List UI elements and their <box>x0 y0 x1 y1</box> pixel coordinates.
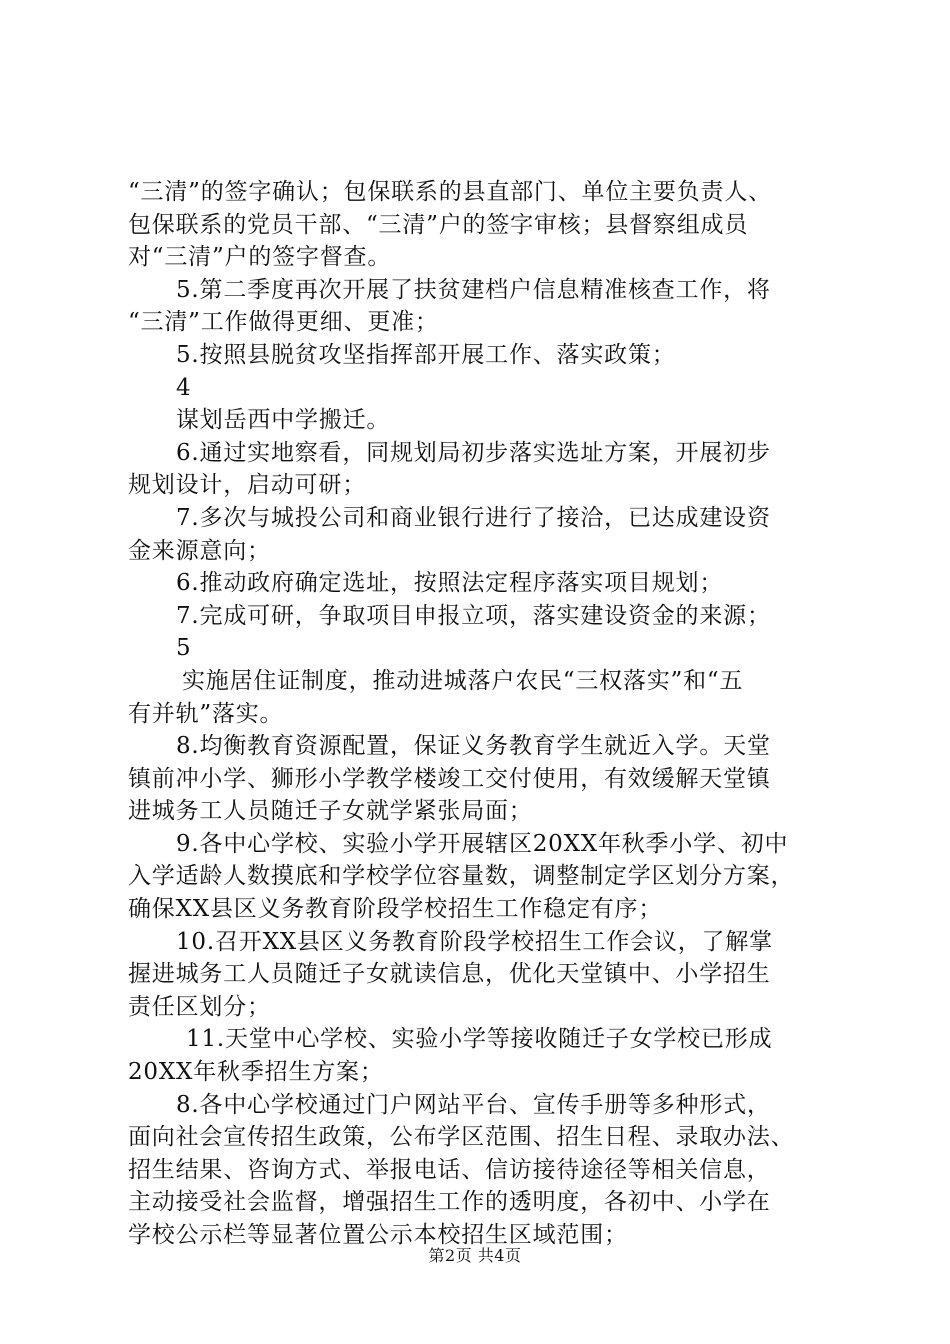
text-line: 入学适龄人数摸底和学校学位容量数，调整制定学区划分方案， <box>128 863 795 890</box>
list-item-text: 6.推动政府确定选址，按照法定程序落实项目规划； <box>176 570 724 597</box>
section-heading: 谋划岳西中学搬迁。 <box>176 407 391 434</box>
page-footer: 第2页 共4页 <box>428 1246 522 1265</box>
text-line: 对“三清”户的签字督查。 <box>128 244 392 271</box>
text-line: 20XX年秋季招生方案； <box>128 1059 384 1086</box>
text-line: 面向社会宣传招生政策，公布学区范围、招生日程、录取办法、 <box>128 1124 795 1151</box>
section-heading: 实施居住证制度，推动进城落户农民“三权落实”和“五 <box>182 667 744 694</box>
text-line: 规划设计，启动可研； <box>128 472 366 499</box>
text-line: 有并轨”落实。 <box>128 700 284 727</box>
text-line: 确保XX县区义务教育阶段学校招生工作稳定有序； <box>128 896 663 923</box>
text-line: 学校公示栏等显著位置公示本校招生区域范围； <box>128 1222 628 1248</box>
list-item-text: 6.通过实地察看，同规划局初步落实选址方案，开展初步 <box>176 439 771 466</box>
list-item-text: 5.按照县脱贫攻坚指挥部开展工作、落实政策； <box>176 341 676 368</box>
section-number: 4 <box>176 374 192 401</box>
list-item-text: 10.召开XX县区义务教育阶段学校招生工作会议，了解掌 <box>176 928 773 955</box>
text-line: 金来源意向； <box>128 537 271 564</box>
text-line: “三清”工作做得更细、更准； <box>128 309 439 336</box>
section-number: 5 <box>176 635 192 662</box>
list-item-text: 5.第二季度再次开展了扶贫建档户信息精准核查工作，将 <box>176 276 771 303</box>
list-item-text: 7.完成可研，争取项目申报立项，落实建设资金的来源； <box>176 602 771 629</box>
text-line: 握进城务工人员随迁子女就读信息，优化天堂镇中、小学招生 <box>128 961 771 988</box>
list-item-text: 8.各中心学校通过门户网站平台、宣传手册等多种形式， <box>176 1091 771 1118</box>
list-item-text: 9.各中心学校、实验小学开展辖区20XX年秋季小学、初中 <box>176 830 789 857</box>
text-line: 进城务工人员随迁子女就学紧张局面； <box>128 798 533 825</box>
text-line: 主动接受社会监督，增强招生工作的透明度，各初中、小学在 <box>128 1189 771 1216</box>
list-item-text: 7.多次与城投公司和商业银行进行了接洽，已达成建设资 <box>176 504 771 531</box>
text-line: 包保联系的党员干部、“三清”户的签字审核；县督察组成员 <box>128 211 749 238</box>
text-line: “三清”的签字确认；包保联系的县直部门、单位主要负责人、 <box>128 179 772 205</box>
list-item-text: 11.天堂中心学校、实验小学等接收随迁子女学校已形成 <box>186 1026 773 1053</box>
text-line: 招生结果、咨询方式、举报电话、信访接待途径等相关信息， <box>128 1156 771 1183</box>
text-line: 镇前冲小学、狮形小学教学楼竣工交付使用，有效缓解天堂镇 <box>128 765 771 792</box>
document-body <box>128 176 838 1252</box>
list-item-text: 8.均衡教育资源配置，保证义务教育学生就近入学。天堂 <box>176 733 771 760</box>
text-line: 责任区划分； <box>128 993 271 1020</box>
